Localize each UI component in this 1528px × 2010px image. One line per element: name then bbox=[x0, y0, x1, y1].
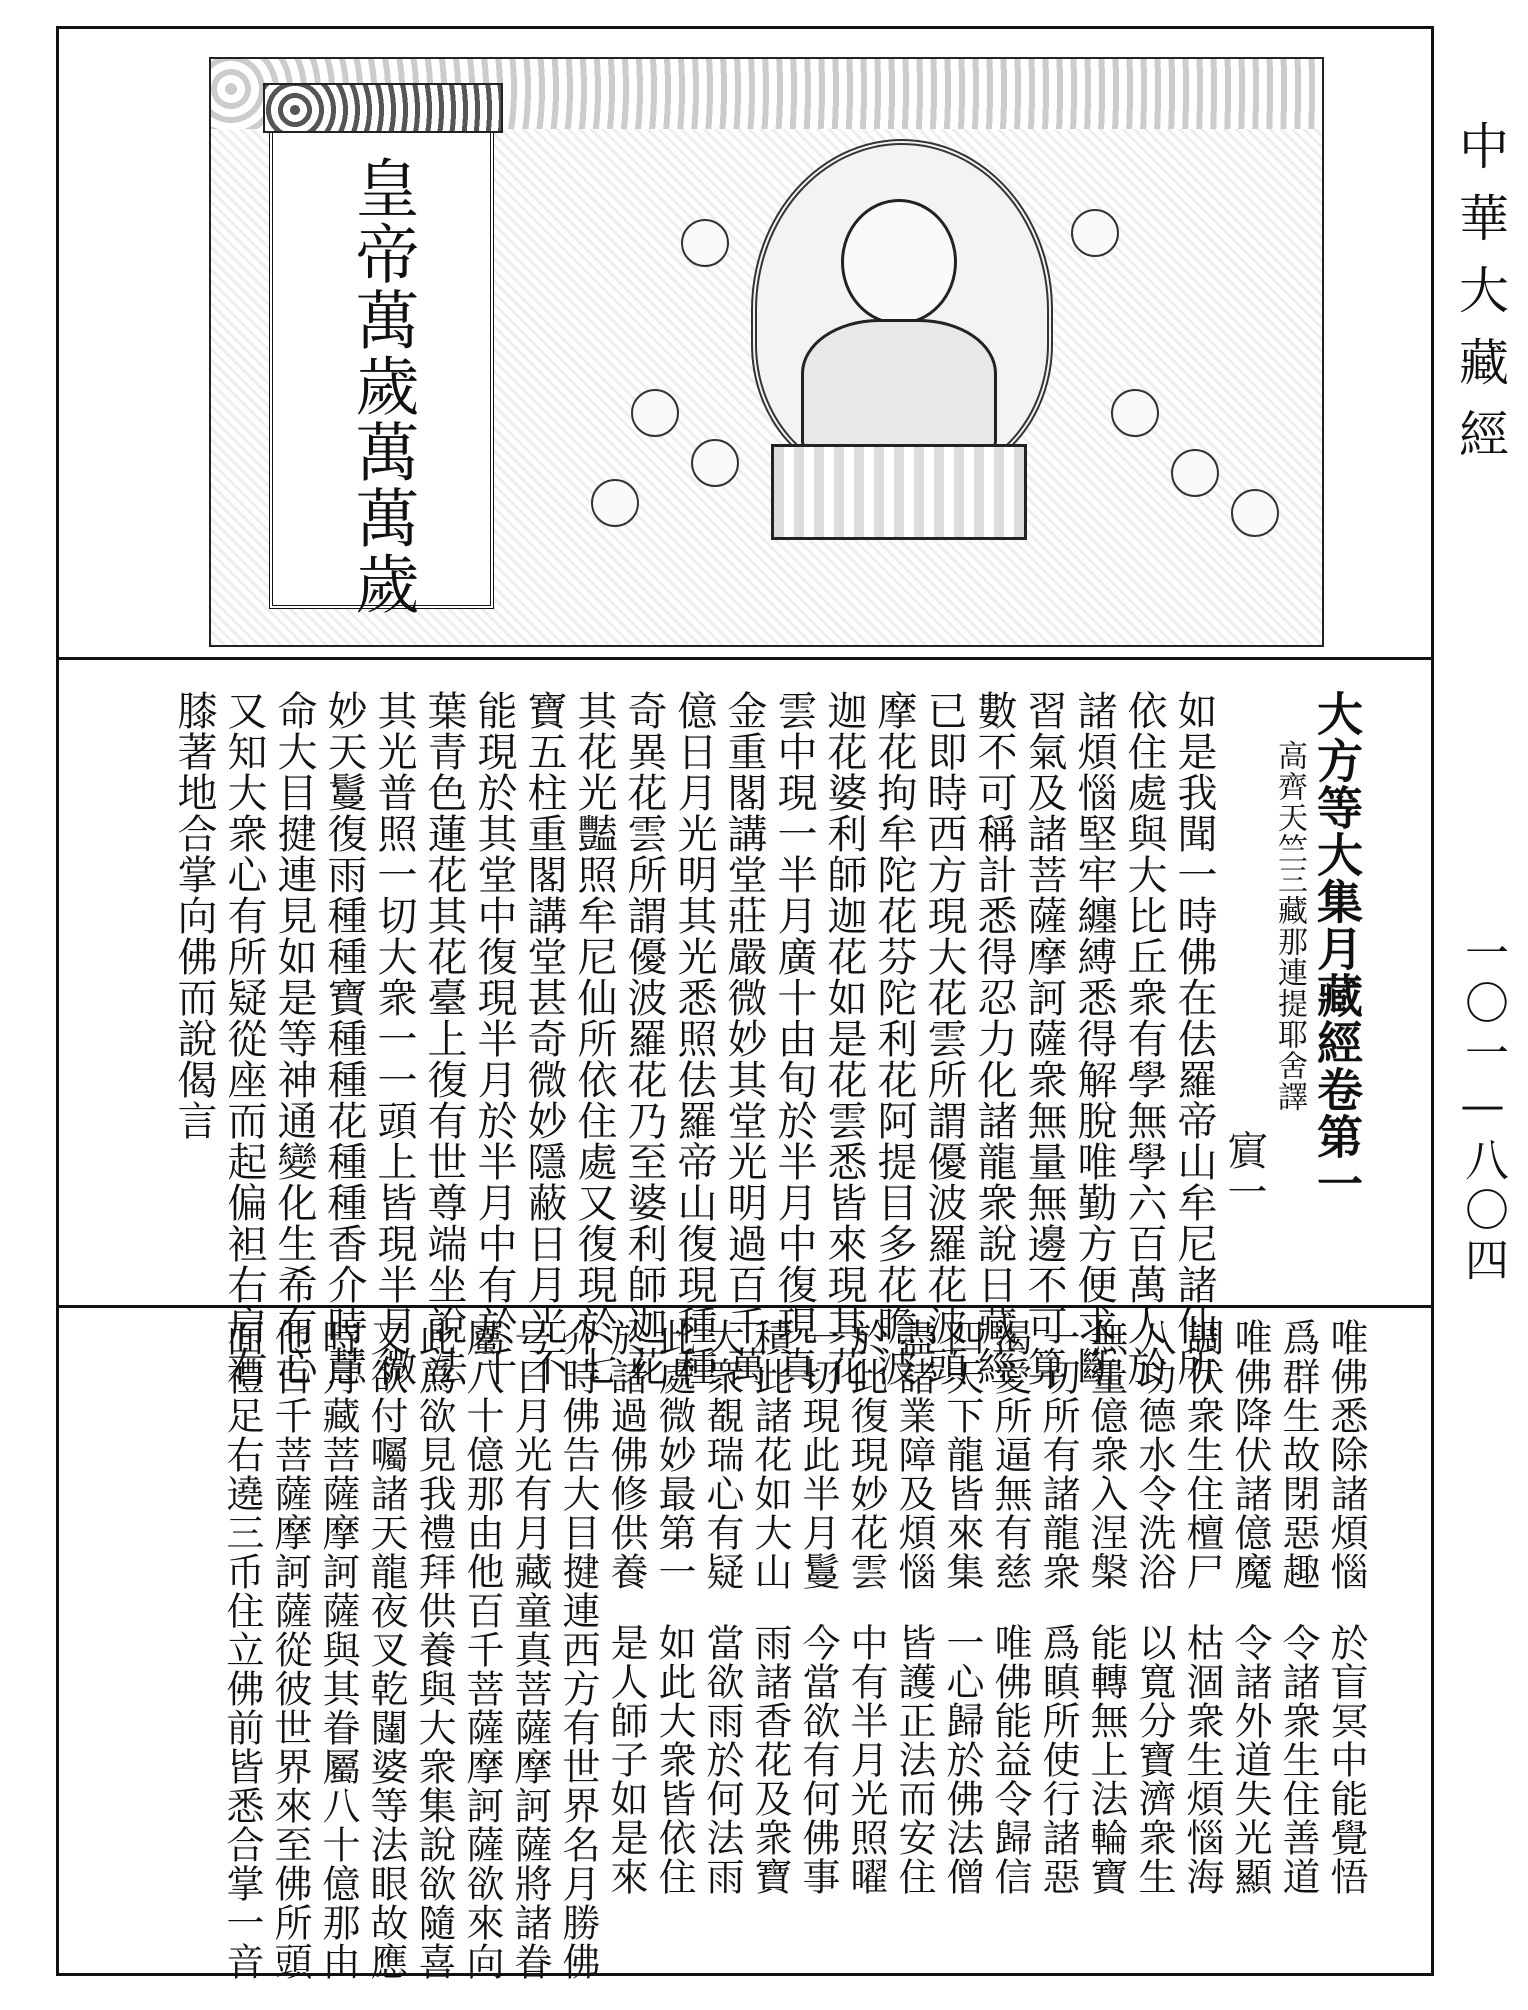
prose-line: 摩花拘牟陀花芬陀利花阿提目多花瞻波 bbox=[871, 690, 917, 1387]
verse-column bbox=[652, 1318, 696, 1948]
lotus-throne bbox=[771, 444, 1027, 540]
sutra-title: 大方等大集月藏經卷第一 bbox=[1310, 690, 1364, 1207]
attendant-figure bbox=[1071, 209, 1119, 257]
verse-column bbox=[1180, 1318, 1224, 1948]
verse-column bbox=[1132, 1318, 1176, 1948]
prose-line: 能現於其堂中復現半月於半月中有於千 bbox=[471, 690, 517, 1387]
prose-line: 已即時西方現大花雲所謂優波羅花波頭 bbox=[921, 690, 967, 1387]
verse-line: 中有半月光照曜 bbox=[844, 1623, 888, 1896]
verse-line: 一切現此半月鬘 bbox=[796, 1318, 840, 1591]
verse-line: 唯佛降伏諸億魔 bbox=[1228, 1318, 1272, 1591]
prose-line: 又知大衆心有所疑從座而起偏袒右肩右 bbox=[221, 690, 267, 1387]
verse-column bbox=[748, 1318, 792, 1948]
volume-mark: 賔一 bbox=[1221, 1130, 1267, 1212]
closing-line: 時月藏菩薩摩訶薩與其眷屬八十億那由 bbox=[316, 1318, 360, 1981]
verse-line: 八功德水令洗浴 bbox=[1132, 1318, 1176, 1591]
verse-column bbox=[1276, 1318, 1320, 1948]
attendant-figure bbox=[631, 389, 679, 437]
prose-line: 其光普照一切大衆一一頭上皆現半月微 bbox=[371, 690, 417, 1387]
frontispiece-illustration bbox=[209, 57, 1324, 647]
prose-line: 寶五柱重閣講堂甚奇微妙隱蔽日月光不 bbox=[521, 690, 567, 1387]
verse-line: 唯佛悉除諸煩惱 bbox=[1324, 1318, 1368, 1591]
prose-line: 其花光豔照牟尼仙所依住處又復現於七 bbox=[571, 690, 617, 1387]
verse-line: 調伏衆生住檀尸 bbox=[1180, 1318, 1224, 1591]
verse-line: 盡諸業障及煩惱 bbox=[892, 1318, 936, 1591]
verse-line: 渴愛所逼無有慈 bbox=[988, 1318, 1032, 1591]
verse-line: 是人師子如是來 bbox=[604, 1623, 648, 1896]
attendant-figure bbox=[591, 479, 639, 527]
translator-credit: 高齊天竺三藏那連提耶舍譯 bbox=[1272, 740, 1307, 1112]
verse-column bbox=[700, 1318, 744, 1948]
verse-line: 於諸過佛修供養 bbox=[604, 1318, 648, 1591]
panel-divider bbox=[59, 657, 1431, 660]
verse-line: 能轉無上法輪寶 bbox=[1084, 1623, 1128, 1896]
prose-line: 習氣及諸菩薩摩訶薩衆無量無邊不可算 bbox=[1021, 690, 1067, 1387]
title-column bbox=[1310, 690, 1364, 1250]
verse-line: 爲群生故閉惡趣 bbox=[1276, 1318, 1320, 1591]
verse-line: 一心歸於佛法僧 bbox=[940, 1623, 984, 1896]
verse-line: 雨諸香花及衆寶 bbox=[748, 1623, 792, 1896]
verse-line: 四天下龍皆來集 bbox=[940, 1318, 984, 1591]
verse-line: 令諸外道失光顯 bbox=[1228, 1623, 1272, 1896]
closing-line: 介時佛告大目揵連西方有世界名月勝佛 bbox=[556, 1318, 600, 1981]
sutra-prose-panel bbox=[171, 690, 1364, 1387]
verse-line: 皆護正法而安住 bbox=[892, 1623, 936, 1896]
verse-line: 如此大衆皆依住 bbox=[652, 1623, 696, 1896]
verse-column bbox=[988, 1318, 1032, 1948]
verse-panel bbox=[180, 1318, 1368, 1981]
prose-line: 奇異花雲所謂優波羅花乃至婆利師迦花 bbox=[621, 690, 667, 1387]
verse-column bbox=[1084, 1318, 1128, 1948]
prose-line: 膝著地合掌向佛而說偈言 bbox=[171, 690, 217, 1141]
prose-line: 如是我聞一時佛在佉羅帝山牟尼諸仙所 bbox=[1171, 690, 1217, 1387]
verse-line: 唯佛能益令歸信 bbox=[988, 1623, 1032, 1896]
verse-line: 於此復現妙花雲 bbox=[844, 1318, 888, 1591]
verse-column bbox=[940, 1318, 984, 1948]
verse-line: 枯涸衆生煩惱海 bbox=[1180, 1623, 1224, 1896]
verse-line: 今當欲有何佛事 bbox=[796, 1623, 840, 1896]
prose-line: 迦花婆利師迦花如是花雲悉皆來現其花 bbox=[821, 690, 867, 1387]
prose-line: 雲中現一半月廣十由旬於半月中復現真 bbox=[771, 690, 817, 1387]
verse-line: 大衆覩瑞心有疑 bbox=[700, 1318, 744, 1591]
verse-line: 於盲冥中能覺悟 bbox=[1324, 1623, 1368, 1896]
verse-line: 爲瞋所使行諸惡 bbox=[1036, 1623, 1080, 1896]
verse-column bbox=[604, 1318, 648, 1948]
attendant-figure bbox=[681, 219, 729, 267]
verse-column bbox=[1228, 1318, 1272, 1948]
attendant-figure bbox=[1111, 389, 1159, 437]
verse-line: 積此諸花如大山 bbox=[748, 1318, 792, 1591]
prose-line: 億日月光明其光悉照佉羅帝山復現種種 bbox=[671, 690, 717, 1387]
closing-line: 又欲付囑諸天龍夜叉乾闥婆等法眼故應 bbox=[364, 1318, 408, 1981]
closing-line: 此爲欲見我禮拜供養與大衆集說欲隨喜 bbox=[412, 1318, 456, 1981]
imperial-tablet bbox=[269, 129, 494, 617]
closing-line: 他百千菩薩摩訶薩從彼世界來至佛所頭 bbox=[268, 1318, 312, 1981]
attendant-figure bbox=[691, 439, 739, 487]
prose-line: 妙天鬘復雨種種寶種種花種種香介時慧 bbox=[321, 690, 367, 1387]
closing-line: 号日月光有月藏童真菩薩摩訶薩將諸眷 bbox=[508, 1318, 552, 1981]
tablet-crown bbox=[263, 83, 503, 133]
prose-line: 金重閣講堂莊嚴微妙其堂光明過百千萬 bbox=[721, 690, 767, 1387]
closing-line: 面禮足右遶三币住立佛前皆悉合掌一音 bbox=[220, 1318, 264, 1981]
closing-line: 屬八十億那由他百千菩薩摩訶薩欲來向 bbox=[460, 1318, 504, 1981]
verse-line: 令諸衆生住善道 bbox=[1276, 1623, 1320, 1896]
verse-column bbox=[844, 1318, 888, 1948]
verse-column bbox=[892, 1318, 936, 1948]
verse-line: 無量億衆入涅槃 bbox=[1084, 1318, 1128, 1591]
verse-line: 以寬分寶濟衆生 bbox=[1132, 1623, 1176, 1896]
prose-line: 葉青色蓮花其花臺上復有世尊端坐說法 bbox=[421, 690, 467, 1387]
attendant-figure bbox=[1231, 489, 1279, 537]
translator-column bbox=[1272, 690, 1307, 1250]
prose-line: 諸煩惱堅牢纏縛悉得解脫唯勤方便求斷 bbox=[1071, 690, 1117, 1387]
tablet-inscription: 皇帝萬歲萬萬歲 bbox=[344, 155, 419, 617]
verse-line: 當欲雨於何法雨 bbox=[700, 1623, 744, 1896]
prose-line: 數不可稱計悉得忍力化諸龍衆說日藏經 bbox=[971, 690, 1017, 1387]
verse-line: 一切所有諸龍衆 bbox=[1036, 1318, 1080, 1591]
verse-column bbox=[1036, 1318, 1080, 1948]
page-number: 一〇一—八〇四 bbox=[1457, 930, 1508, 1287]
running-title: 中華大藏經 bbox=[1451, 120, 1509, 480]
prose-line: 命大目揵連見如是等神通變化生希有心 bbox=[271, 690, 317, 1387]
attendant-figure bbox=[1171, 449, 1219, 497]
prose-line: 依住處與大比丘衆有學無學六百萬人於 bbox=[1121, 690, 1167, 1387]
buddha-figure bbox=[801, 319, 997, 455]
verse-column bbox=[796, 1318, 840, 1948]
buddha-head bbox=[841, 199, 957, 325]
verse-line: 此處微妙最第一 bbox=[652, 1318, 696, 1591]
verse-column bbox=[1324, 1318, 1368, 1948]
